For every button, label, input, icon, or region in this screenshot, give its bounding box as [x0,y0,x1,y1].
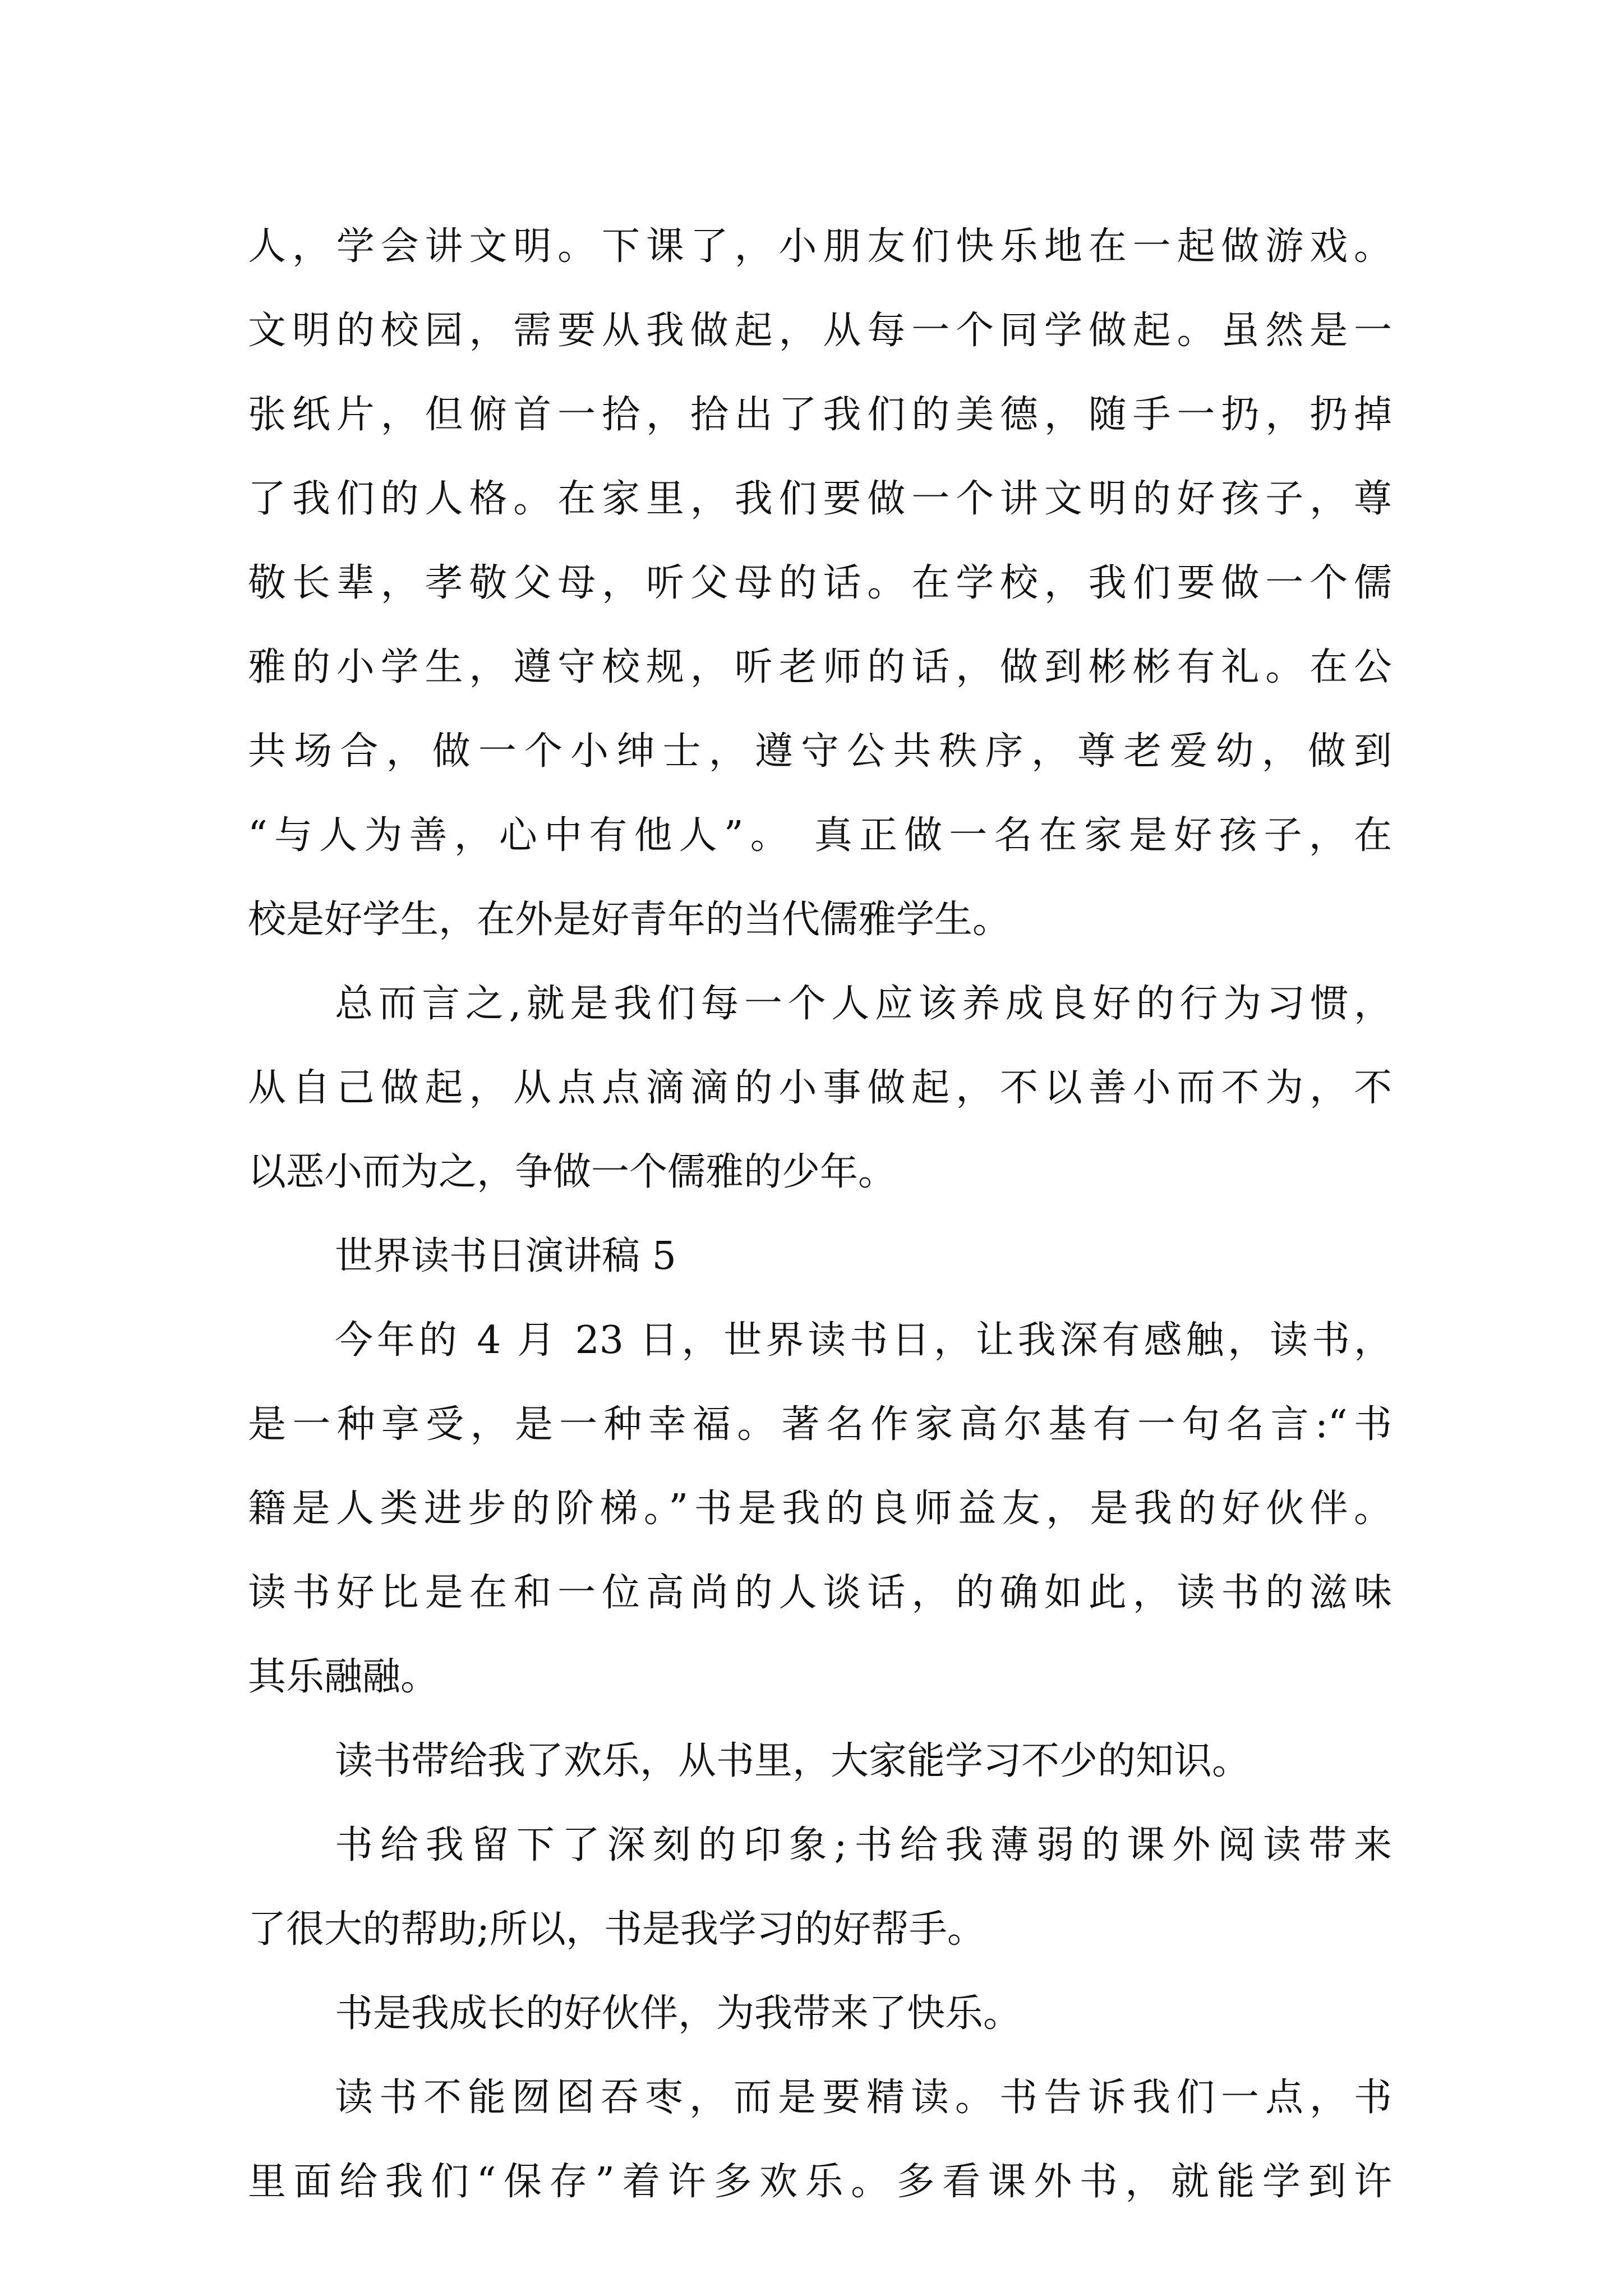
text-line: 其乐融融。 [248,1655,439,1699]
text-line: 张纸片，但俯首一拾，拾出了我们的美德，随手一扔，扔掉 [248,393,1392,437]
paragraph-start: 读书不能囫囵吞枣，而是要精读。书告诉我们一点，书 [335,2076,1392,2120]
text-line: 敬长辈，孝敬父母，听父母的话。在学校，我们要做一个儒 [248,561,1392,605]
text-line: 是一种享受，是一种幸福。著名作家高尔基有一句名言:“书 [248,1402,1392,1447]
text-line: 里面给我们“保存”着许多欢乐。多看课外书，就能学到许 [248,2160,1392,2204]
section-heading: 世界读书日演讲稿 5 [335,1234,676,1278]
text-line: “与人为善，心中有他人”。 真正做一名在家是好孩子，在 [248,813,1392,858]
paragraph-start: 总而言之,就是我们每一个人应该养成良好的行为习惯， [335,982,1392,1026]
text-line: 人，学会讲文明。下课了，小朋友们快乐地在一起做游戏。 [248,224,1392,269]
text-line: 雅的小学生，遵守校规，听老师的话，做到彬彬有礼。在公 [248,645,1392,689]
text-line: 籍是人类进步的阶梯。”书是我的良师益友，是我的好伙伴。 [248,1487,1392,1531]
text-line: 读书好比是在和一位高尚的人谈话，的确如此，读书的滋味 [248,1571,1392,1615]
paragraph-start: 读书带给我了欢乐，从书里，大家能学习不少的知识。 [335,1739,1251,1783]
paragraph-start: 书给我留下了深刻的印象;书给我薄弱的课外阅读带来 [335,1823,1392,1867]
text-line: 以恶小而为之，争做一个儒雅的少年。 [248,1150,897,1194]
text-line: 从自己做起，从点点滴滴的小事做起，不以善小而不为，不 [248,1066,1392,1110]
text-line: 文明的校园，需要从我做起，从每一个同学做起。虽然是一 [248,309,1392,353]
text-line: 了很大的帮助;所以，书是我学习的好帮手。 [248,1907,985,1952]
paragraph-start: 书是我成长的好伙伴，为我带来了快乐。 [335,1991,1022,2036]
text-line: 共场合，做一个小绅士，遵守公共秩序，尊老爱幼，做到 [248,729,1392,774]
paragraph-start: 今年的 4 月 23 日，世界读书日，让我深有感触，读书， [335,1318,1392,1363]
text-line: 校是好学生，在外是好青年的当代儒雅学生。 [248,898,1011,942]
text-line: 了我们的人格。在家里，我们要做一个讲文明的好孩子，尊 [248,477,1392,521]
